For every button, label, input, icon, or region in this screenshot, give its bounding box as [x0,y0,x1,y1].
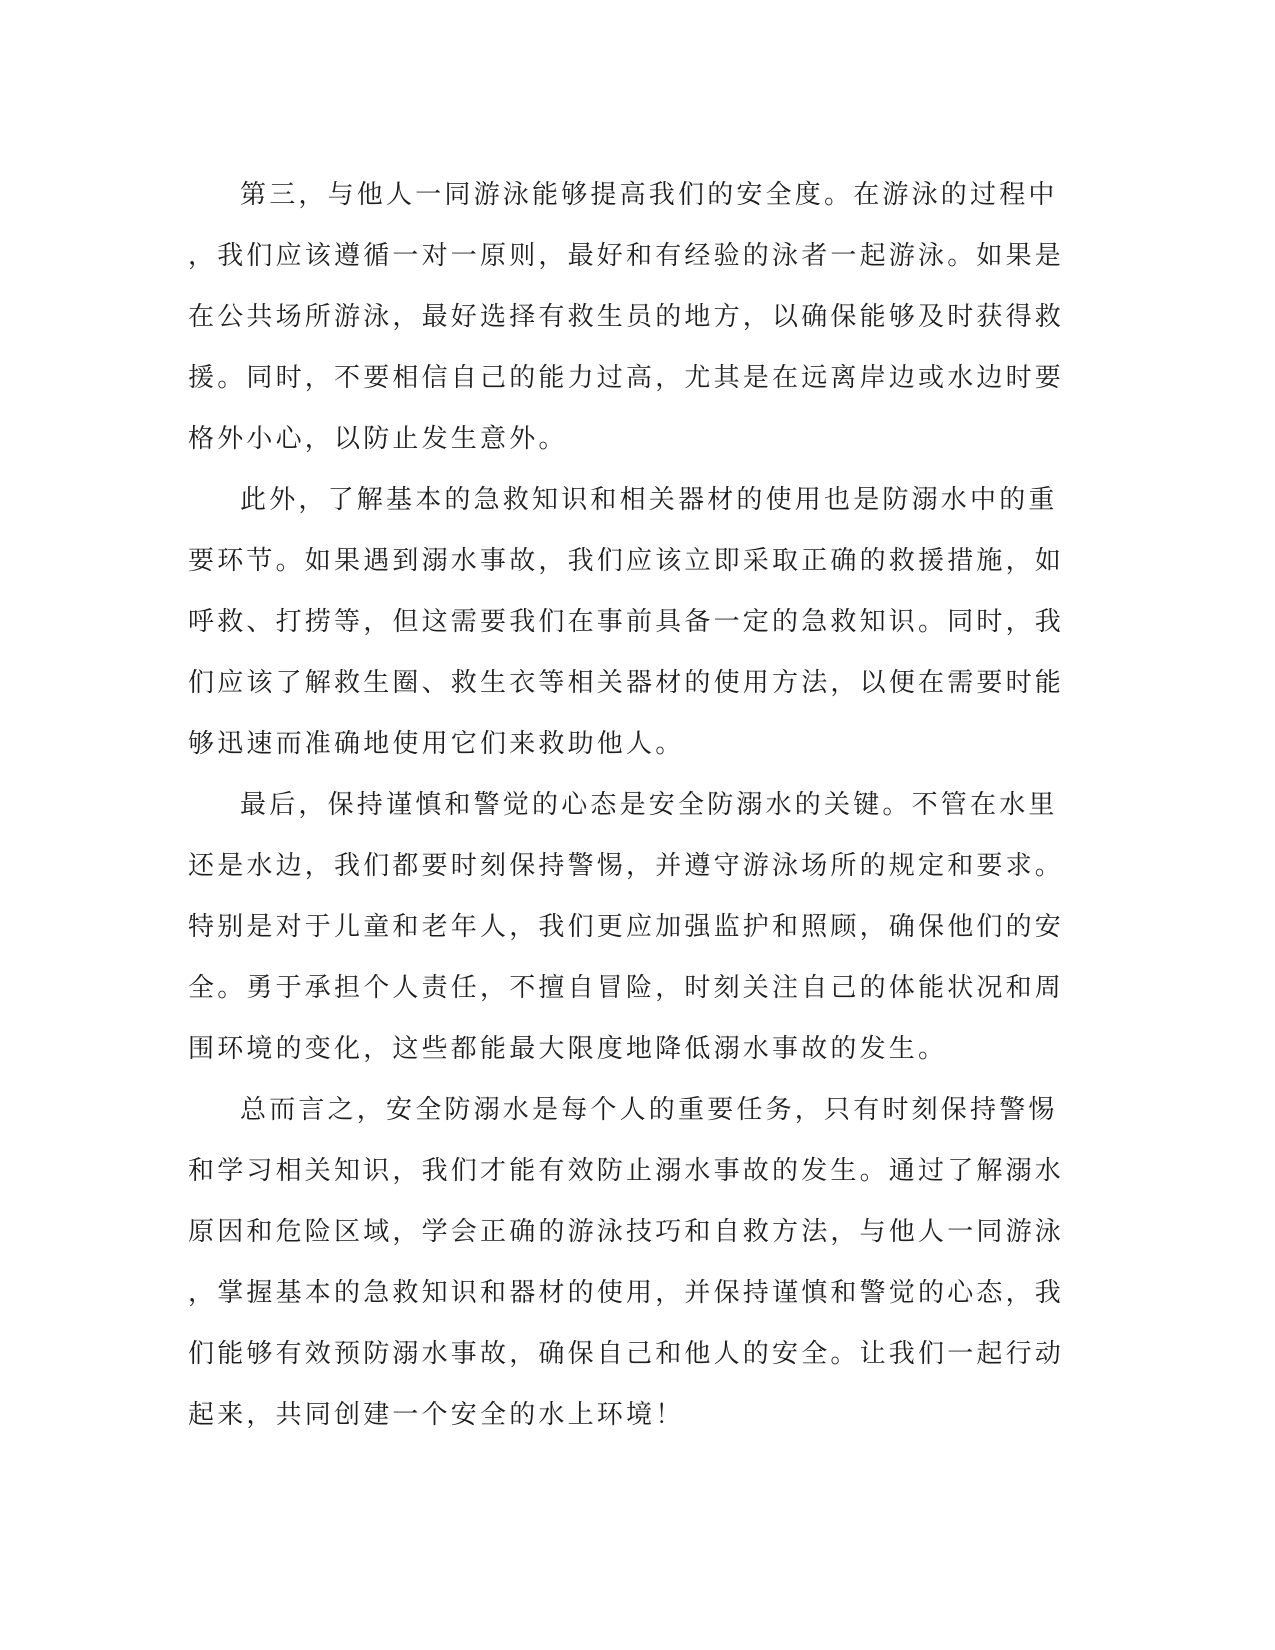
text-line: 原因和危险区域，学会正确的游泳技巧和自救方法，与他人一同游泳 [188,1217,1065,1247]
text-line: 要环节。如果遇到溺水事故，我们应该立即采取正确的救援措施，如 [188,546,1065,576]
text-line: 还是水边，我们都要时刻保持警惕，并遵守游泳场所的规定和要求。 [188,851,1065,881]
text-line: 援。同时，不要相信自己的能力过高，尤其是在远离岸边或水边时要 [188,363,1065,393]
text-line: 格外小心，以防止发生意外。 [188,424,568,454]
text-line: 和学习相关知识，我们才能有效防止溺水事故的发生。通过了解溺水 [188,1156,1065,1186]
text-line: 在公共场所游泳，最好选择有救生员的地方，以确保能够及时获得救 [188,302,1065,332]
text-line: 特别是对于儿童和老年人，我们更应加强监护和照顾，确保他们的安 [188,912,1065,942]
paragraph-first-aid [188,470,1068,775]
text-line: ，我们应该遵循一对一原则，最好和有经验的泳者一起游泳。如果是 [188,241,1065,271]
text-line: 们应该了解救生圈、救生衣等相关器材的使用方法，以便在需要时能 [188,668,1065,698]
paragraph-swim-with-others [188,165,1068,470]
text-line: 第三，与他人一同游泳能够提高我们的安全度。在游泳的过程中 [240,180,1058,210]
text-line: 呼救、打捞等，但这需要我们在事前具备一定的急救知识。同时，我 [188,607,1065,637]
text-line: ，掌握基本的急救知识和器材的使用，并保持谨慎和警觉的心态，我 [188,1278,1065,1308]
paragraph-caution [188,775,1068,1080]
text-line: 总而言之，安全防溺水是每个人的重要任务，只有时刻保持警惕 [240,1095,1058,1125]
text-line: 最后，保持谨慎和警觉的心态是安全防溺水的关键。不管在水里 [240,790,1058,820]
text-line: 们能够有效预防溺水事故，确保自己和他人的安全。让我们一起行动 [188,1339,1065,1369]
text-line: 全。勇于承担个人责任，不擅自冒险，时刻关注自己的体能状况和周 [188,973,1065,1003]
text-line: 围环境的变化，这些都能最大限度地降低溺水事故的发生。 [188,1034,948,1064]
body-text [188,165,1068,1446]
text-line: 起来，共同创建一个安全的水上环境！ [188,1400,685,1430]
text-line: 此外，了解基本的急救知识和相关器材的使用也是防溺水中的重 [240,485,1058,515]
text-line: 够迅速而准确地使用它们来救助他人。 [188,729,685,759]
paragraph-conclusion [188,1080,1068,1446]
